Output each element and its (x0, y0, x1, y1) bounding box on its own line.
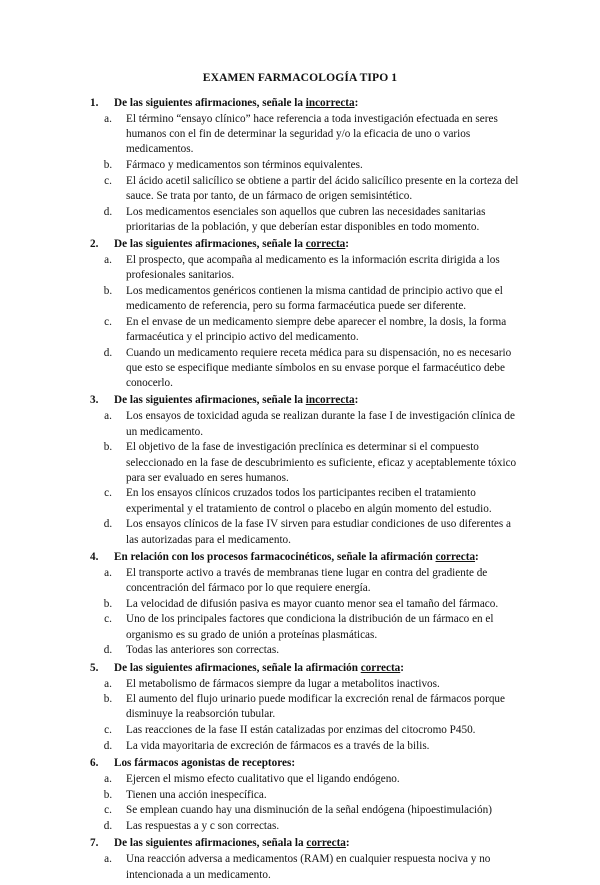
question-number: 3. (90, 394, 99, 407)
question (90, 756, 522, 834)
option-list (90, 852, 522, 882)
option-text: Una reacción adversa a medicamentos (RAM) en cualquier respuesta nociva y no intencionada a un medicamento. (126, 853, 491, 881)
option-text: Las reacciones de la fase II están catalizadas por enzimas del citocromo P450. (126, 724, 476, 737)
question-number: 2. (90, 238, 99, 251)
option-text: El ácido acetil salicílico se obtiene a partir del ácido salicílico presente en la corteza del sauce. Se trata por tanto, de un fármaco de origen semisintético. (126, 174, 519, 203)
answer-option (90, 739, 522, 754)
option-text: Uno de los principales factores que condiciona la distribución de un fármaco en el organismo es su grado de unión a proteínas plasmáticas. (126, 613, 494, 641)
option-letter: d. (103, 518, 113, 531)
question (90, 96, 522, 235)
answer-option (90, 440, 522, 486)
option-letter: d. (103, 644, 113, 657)
question-number: 5. (90, 661, 99, 674)
option-letter: d. (103, 205, 113, 218)
answer-option (90, 819, 522, 834)
option-text: Los ensayos de toxicidad aguda se realizan durante la fase I de investigación clínica de un medicamento. (126, 410, 515, 438)
question-stem-prefix: Los fármacos agonistas de receptores: (114, 757, 296, 770)
option-text: En los ensayos clínicos cruzados todos los participantes reciben el tratamiento experimental y el tratamiento de control o placebo en algún momento del estudio. (126, 487, 492, 515)
question-stem-prefix: De las siguientes afirmaciones, señale la (114, 238, 306, 251)
question-stem-prefix: De las siguientes afirmaciones, señale la (114, 97, 306, 109)
question-number: 7. (90, 837, 99, 850)
option-letter: c. (104, 174, 112, 187)
option-letter: d. (103, 820, 113, 833)
answer-option (90, 315, 522, 345)
option-letter: a. (104, 113, 112, 125)
answer-option (90, 852, 522, 882)
option-text: El término “ensayo clínico” hace referencia a toda investigación efectuada en seres humanos con el fin de determinar la seguridad y/o la eficacia de uno o varios medicamentos. (126, 113, 498, 156)
answer-option (90, 788, 522, 803)
answer-option (90, 409, 522, 439)
question-stem-suffix: : (475, 550, 479, 563)
option-text: Se emplean cuando hay una disminución de la señal endógena (hipoestimulación) (126, 804, 492, 817)
answer-option (90, 723, 522, 738)
question-number: 1. (90, 97, 99, 109)
answer-option (90, 803, 522, 818)
option-letter: c. (104, 804, 112, 817)
question-number: 6. (90, 757, 99, 770)
option-list (90, 677, 522, 755)
option-text: Los ensayos clínicos de la fase IV sirven para estudiar condiciones de uso diferentes a las autorizadas para el medicamento. (126, 518, 512, 546)
option-text: Fármaco y medicamentos son términos equivalentes. (126, 159, 363, 172)
option-letter: b. (103, 693, 113, 706)
option-letter: d. (103, 739, 113, 752)
answer-option (90, 486, 522, 516)
option-list (90, 253, 522, 391)
question-stem (114, 237, 522, 252)
answer-option (90, 284, 522, 314)
option-letter: a. (104, 254, 112, 267)
option-text: Ejercen el mismo efecto cualitativo que el ligando endógeno. (126, 773, 400, 786)
option-letter: a. (104, 410, 112, 423)
answer-option (90, 692, 522, 722)
option-letter: b. (103, 788, 113, 801)
option-text: Todas las anteriores son correctas. (126, 644, 279, 657)
option-letter: c. (104, 724, 112, 737)
option-text: El objetivo de la fase de investigación preclínica es determinar si el compuesto seleccionado en la fase de descubrimiento es suficiente, eficaz y aceptablemente tóxico para ser evaluado en seres humanos. (126, 441, 517, 484)
answer-option (90, 772, 522, 787)
question-stem-emphasis: correcta (305, 238, 346, 251)
question-header (90, 237, 522, 252)
option-letter: b. (103, 285, 113, 298)
question-stem (114, 96, 522, 111)
option-text: Tienen una acción inespecífica. (126, 788, 267, 801)
option-letter: a. (104, 773, 112, 786)
option-letter: b. (103, 441, 113, 454)
answer-option (90, 158, 522, 173)
option-list (90, 112, 522, 235)
option-text: El prospecto, que acompaña al medicamento es la información escrita dirigida a los profesionales sanitarios. (126, 254, 500, 282)
page-title: EXAMEN FARMACOLOGÍA TIPO 1 (202, 71, 398, 84)
question-stem-suffix: : (345, 837, 350, 850)
option-list (90, 566, 522, 659)
option-text: Los medicamentos esenciales son aquellos que cubren las necesidades sanitarias prioritarias de la población, y que deberían estar disponibles en todo momento. (126, 205, 486, 233)
option-letter: a. (104, 853, 112, 866)
question-stem (114, 756, 522, 771)
question-header (90, 393, 522, 408)
option-letter: c. (104, 315, 112, 328)
question-stem-emphasis: correcta (360, 661, 401, 674)
question-stem (114, 836, 522, 851)
question-header (90, 661, 522, 676)
question-header (90, 836, 522, 851)
question (90, 550, 522, 659)
option-letter: b. (103, 159, 113, 172)
option-letter: c. (104, 613, 112, 626)
question-stem-suffix: : (345, 238, 350, 251)
question-header (90, 96, 522, 111)
question-stem-prefix: En relación con los procesos farmacocinéticos, señale la afirmación (114, 550, 436, 563)
question-header (90, 756, 522, 771)
option-letter: a. (104, 566, 112, 579)
option-letter: c. (104, 487, 112, 500)
option-list (90, 772, 522, 834)
answer-option (90, 346, 522, 392)
question (90, 393, 522, 547)
question-stem-suffix: : (400, 661, 404, 674)
question-stem (114, 661, 522, 676)
option-text: Las respuestas a y c son correctas. (126, 820, 280, 833)
option-text: Los medicamentos genéricos contienen la misma cantidad de principio activo que el medicamento de referencia, pero su forma farmacéutica puede ser diferente. (126, 285, 503, 313)
answer-option (90, 597, 522, 612)
question (90, 836, 522, 882)
question-stem-prefix: De las siguientes afirmaciones, señale la (114, 394, 306, 407)
question-stem-emphasis: incorrecta (305, 97, 355, 109)
option-text: La vida mayoritaria de excreción de fármacos es a través de la bilis. (126, 739, 430, 752)
question-list (90, 96, 522, 885)
question-header (90, 550, 522, 565)
option-list (90, 409, 522, 547)
question-stem-emphasis: correcta (435, 550, 476, 563)
option-letter: d. (103, 346, 113, 359)
answer-option (90, 112, 522, 158)
question-stem (114, 393, 522, 408)
question-stem-suffix: : (354, 97, 359, 109)
question-stem-suffix: : (354, 394, 359, 407)
answer-option (90, 566, 522, 596)
answer-option (90, 205, 522, 235)
answer-option (90, 677, 522, 692)
option-text: La velocidad de difusión pasiva es mayor cuanto menor sea el tamaño del fármaco. (126, 597, 499, 610)
option-text: En el envase de un medicamento siempre debe aparecer el nombre, la dosis, la forma farmacéutica y el principio activo del medicamento. (126, 315, 507, 344)
question-stem (114, 550, 522, 565)
question (90, 661, 522, 755)
question-stem-emphasis: correcta (306, 837, 346, 850)
option-text: Cuando un medicamento requiere receta médica para su dispensación, no es necesario que esto se especifique mediante símbolos en su envase porque el farmacéutico debe conocerlo. (126, 346, 512, 390)
option-letter: a. (104, 677, 112, 690)
question (90, 237, 522, 391)
option-text: El metabolismo de fármacos siempre da lugar a metabolitos inactivos. (126, 677, 440, 690)
question-number: 4. (90, 550, 99, 563)
answer-option (90, 174, 522, 204)
answer-option (90, 643, 522, 658)
question-stem-prefix: De las siguientes afirmaciones, señale la afirmación (114, 661, 361, 674)
option-text: El transporte activo a través de membranas tiene lugar en contra del gradiente de concentración del fármaco por lo que requiere energía. (126, 566, 488, 594)
question-stem-emphasis: incorrecta (305, 394, 355, 407)
option-letter: b. (103, 597, 113, 610)
answer-option (90, 612, 522, 642)
answer-option (90, 253, 522, 283)
option-text: El aumento del flujo urinario puede modificar la excreción renal de fármacos porque disminuye la reabsorción tubular. (126, 693, 505, 721)
question-stem-prefix: De las siguientes afirmaciones, señala la (114, 837, 307, 850)
answer-option (90, 517, 522, 547)
